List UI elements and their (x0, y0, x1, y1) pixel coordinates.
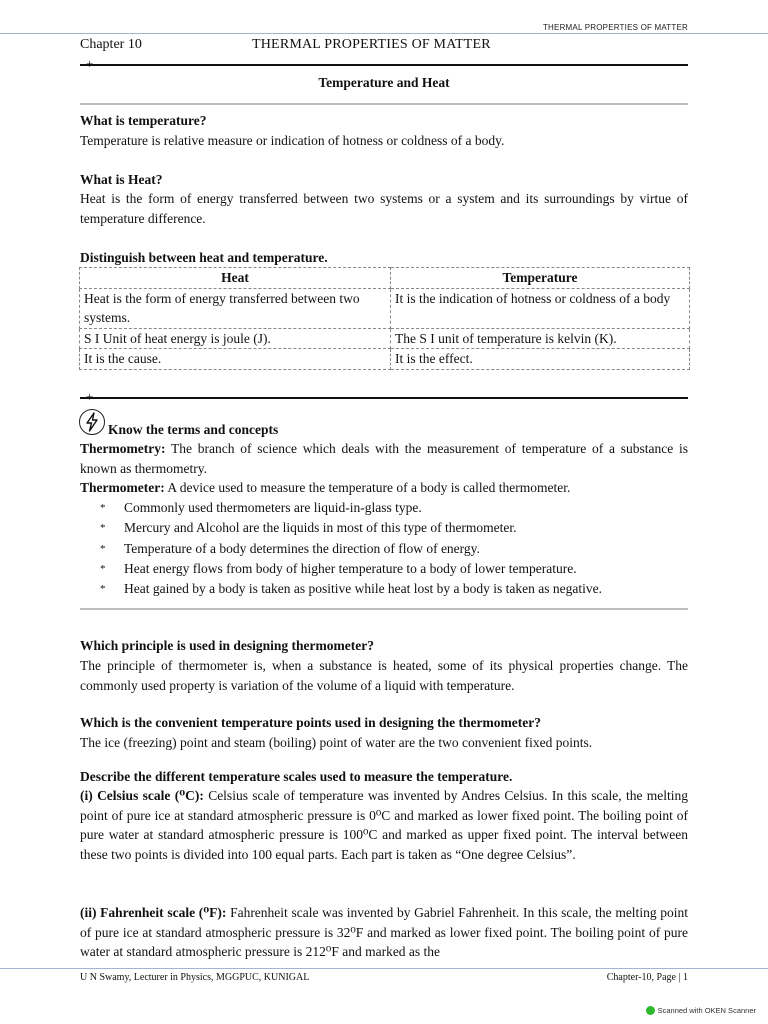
thermometer-term: Thermometer: (80, 480, 165, 495)
concepts-heading: Know the terms and concepts (108, 422, 279, 437)
q1-question: What is temperature? (80, 113, 207, 128)
footer-page-number: Chapter-10, Page | 1 (606, 972, 688, 983)
lightning-bolt-icon (79, 409, 105, 435)
distinguish-table (79, 267, 690, 370)
bullet-star-icon: * (100, 542, 106, 555)
chapter-number: Chapter 10 (80, 37, 142, 52)
fahrenheit-text: Fahrenheit scale was invented by Gabriel Fahrenheit. In this scale, the melting point of pure ice at standard atmospheric pressure is 32⁰F and marked as lower fixed point. The boiling point of pure water at standard atmospheric pressure is 212⁰F and marked as the (80, 905, 688, 959)
scanner-logo-icon (646, 1006, 655, 1015)
chapter-title: THERMAL PROPERTIES OF MATTER (252, 37, 491, 52)
concepts-list (100, 498, 688, 599)
table-cell: It is the cause. (80, 349, 391, 370)
list-item-text: Heat gained by a body is taken as positive while heat lost by a body is taken as negative. (124, 581, 603, 597)
fahrenheit-label: (ii) Fahrenheit scale (⁰F): (80, 905, 227, 920)
running-head: THERMAL PROPERTIES OF MATTER (542, 23, 688, 32)
celsius-label: (i) Celsius scale (⁰C): (80, 788, 204, 803)
q4-question: Which is the convenient temperature points used in designing the thermometer? (80, 715, 541, 730)
thermometer-definition (80, 478, 688, 498)
q5-question: Describe the different temperature scales used to measure the temperature. (80, 769, 513, 784)
q3-question: Which principle is used in designing thermometer? (80, 638, 375, 653)
q4-answer: The ice (freezing) point and steam (boiling) point of water are the two convenient fixed points. (80, 735, 593, 750)
footer-author: U N Swamy, Lecturer in Physics, MGGPUC, KUNIGAL (80, 972, 310, 983)
scanner-text: Scanned with OKEN Scanner (657, 1006, 756, 1015)
celsius-text: Celsius scale of temperature was invented by Andres Celsius. In this scale, the melting point of pure ice at standard atmospheric pressure is 0⁰C and marked as lower fixed point. The boiling point of pure water at standard atmospheric pressure is 100⁰C and marked as upper fixed point. The interval between these two points is divided into 100 equal parts. Each part is taken as “One degree Celsius”. (80, 788, 688, 862)
table-cell: It is the effect. (391, 349, 690, 370)
list-item (100, 498, 688, 518)
distinguish-heading: Distinguish between heat and temperature. (80, 250, 328, 265)
header-divider (80, 64, 688, 66)
list-item-text: Heat energy flows from body of higher temperature to a body of lower temperature. (124, 560, 577, 576)
table-row (80, 328, 690, 349)
list-item-text: Commonly used thermometers are liquid-in-glass type. (124, 500, 422, 515)
list-item-text: Mercury and Alcohol are the liquids in most of this type of thermometer. (124, 520, 517, 536)
table-row (80, 349, 690, 370)
bullet-star-icon: * (100, 522, 106, 535)
celsius-paragraph (80, 786, 688, 864)
list-item (100, 559, 688, 579)
fahrenheit-paragraph (80, 903, 688, 962)
bullet-star-icon: * (100, 502, 106, 514)
table-cell: Heat is the form of energy transferred between two systems. (80, 288, 391, 328)
q2-answer: Heat is the form of energy transferred between two systems or a system and its surroundings by virtue of temperature difference. (80, 191, 688, 226)
divider-cross-icon: + (86, 56, 94, 71)
list-item-text: Temperature of a body determines the direction of flow of energy. (124, 540, 480, 556)
thermometry-term: Thermometry: (80, 441, 166, 456)
scanner-watermark (646, 1006, 756, 1015)
q2-question: What is Heat? (80, 172, 163, 187)
bullet-star-icon: * (100, 562, 106, 575)
table-header-temperature: Temperature (391, 268, 690, 289)
table-header-row (80, 268, 690, 289)
thermometry-text: The branch of science which deals with the measurement of temperature of a substance is known as thermometry. (80, 441, 689, 476)
header-rule (0, 33, 768, 34)
table-cell: The S I unit of temperature is kelvin (K). (391, 328, 690, 349)
footer-rule (0, 968, 768, 969)
list-item (100, 539, 688, 559)
concepts-end-divider (80, 608, 688, 610)
bullet-star-icon: * (100, 583, 106, 596)
list-item (100, 579, 688, 599)
section-divider (80, 103, 688, 105)
table-cell: S I Unit of heat energy is joule (J). (80, 328, 391, 349)
section-title: Temperature and Heat (318, 75, 450, 90)
thermometer-text: A device used to measure the temperature of a body is called thermometer. (167, 480, 571, 495)
table-row (80, 288, 690, 328)
table-cell: It is the indication of hotness or coldness of a body (391, 288, 690, 328)
q1-answer: Temperature is relative measure or indication of hotness or coldness of a body. (80, 133, 505, 148)
concepts-divider (80, 397, 688, 399)
thermometry-definition (80, 439, 688, 478)
list-item (100, 518, 688, 538)
divider-cross-icon: + (86, 389, 94, 404)
q3-answer: The principle of thermometer is, when a substance is heated, some of its physical properties change. The commonly used property is variation of the volume of a liquid with temperature. (80, 658, 688, 693)
table-header-heat: Heat (80, 268, 391, 289)
